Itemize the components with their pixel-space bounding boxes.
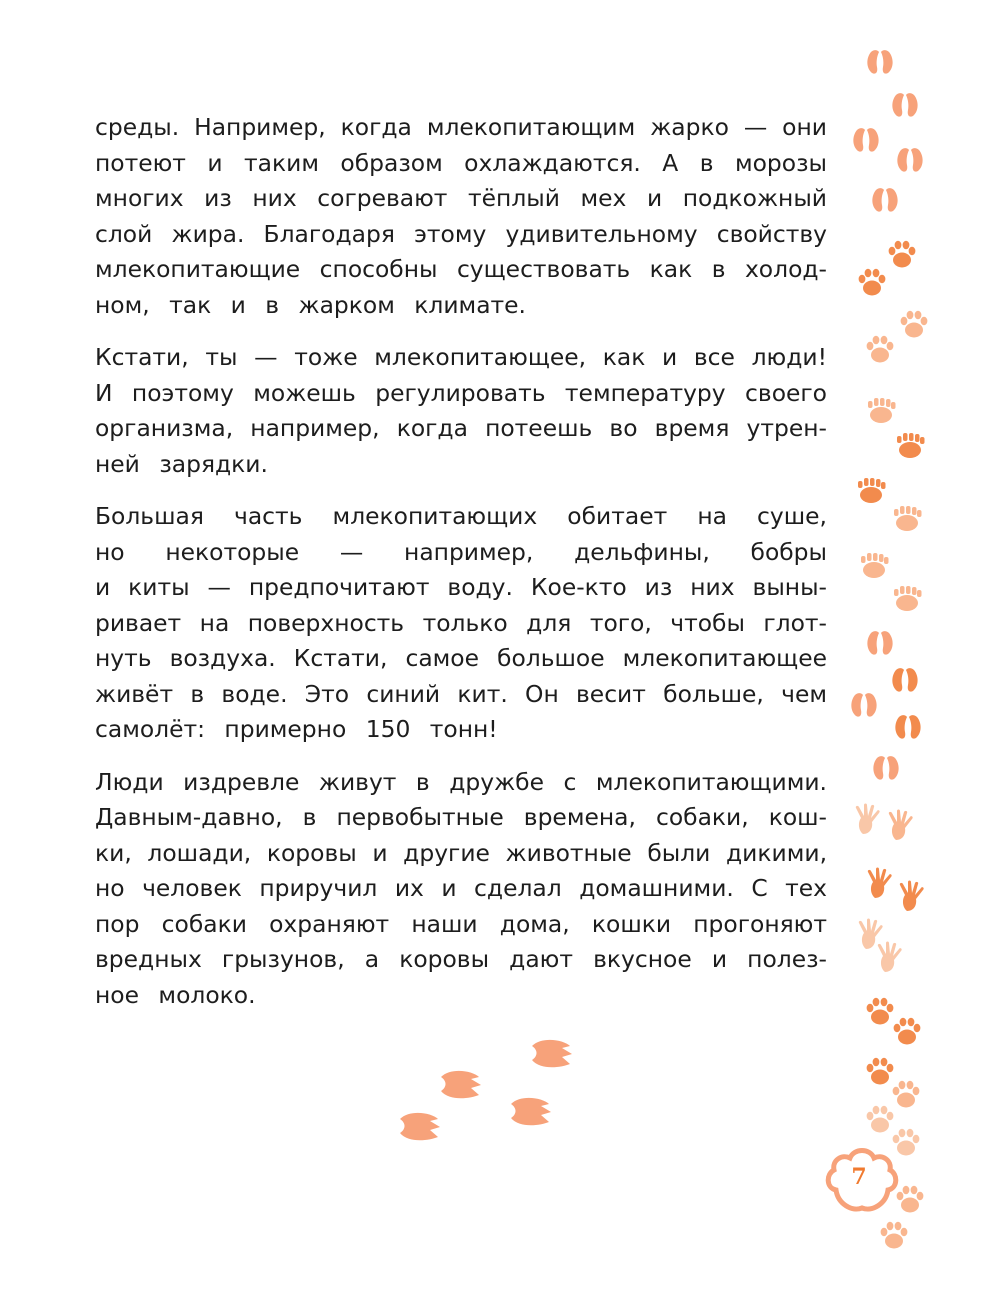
paw-print-icon [901, 311, 928, 338]
paragraph-4 [95, 765, 827, 1014]
text-line: И поэтому можешь регулировать температуру своего [95, 378, 827, 407]
webbed-print-icon [441, 1071, 481, 1098]
hand-print-icon [878, 942, 902, 973]
page-number-badge [822, 1146, 902, 1216]
hoof-print-icon [873, 756, 898, 780]
hand-print-icon [900, 881, 924, 912]
bear-print-icon [897, 433, 925, 458]
text-line: слой жира. Благодаря этому удивительному свойству [95, 219, 827, 248]
hoof-print-icon [892, 93, 917, 117]
hoof-print-icon [867, 631, 892, 655]
hoof-print-icon [851, 693, 876, 717]
paw-print-icon [867, 1058, 894, 1085]
hoof-print-icon [853, 128, 878, 152]
hand-print-icon [859, 919, 883, 950]
hoof-print-icon [897, 148, 922, 172]
webbed-print-icon [532, 1040, 572, 1067]
paragraph-2 [95, 340, 827, 482]
paragraph-1 [95, 110, 827, 323]
text-line: пор собаки охраняют наши дома, кошки прогоняют [95, 909, 827, 938]
paw-print-icon [893, 1081, 920, 1108]
text-line: самолёт: примерно 150 тонн! [95, 715, 498, 743]
bear-print-icon [894, 586, 922, 611]
hand-print-icon [856, 804, 880, 835]
hoof-print-icon [892, 668, 917, 692]
text-line: Люди издревле живут в дружбе с млекопитающими. [95, 767, 827, 796]
bear-print-icon [868, 398, 896, 423]
paw-print-icon [881, 1222, 908, 1249]
text-line: многих из них согревают тёплый мех и подкожный [95, 184, 827, 212]
text-line: живёт в воде. Это синий кит. Он весит больше, чем [95, 679, 827, 708]
text-line: ном, так и в жарком климате. [95, 290, 526, 319]
hand-print-icon [889, 810, 913, 841]
webbed-print-icon [400, 1113, 440, 1140]
text-line: ки, лошади, коровы и другие животные были дикими, [95, 838, 827, 867]
text-line: млекопитающие способны существовать как в холод- [95, 255, 827, 283]
text-line: ривает на поверхность только для того, чтобы глот- [95, 608, 827, 637]
text-line: организма, например, когда потеешь во время утрен- [95, 414, 827, 442]
bear-print-icon [858, 478, 886, 503]
text-line: ней зарядки. [95, 449, 268, 478]
paw-print-icon [859, 269, 886, 296]
bear-print-icon [894, 506, 922, 531]
paragraph-3 [95, 499, 827, 748]
text-line: нуть воздуха. Кстати, самое большое млекопитающее [95, 644, 827, 672]
paw-print-icon [894, 1018, 921, 1045]
text-line: ное молоко. [95, 980, 256, 1009]
text-line: Большая часть млекопитающих обитает на суше, [95, 502, 827, 530]
text-line: Кстати, ты — тоже млекопитающее, как и все люди! [95, 343, 827, 371]
text-line: потеют и таким образом охлаждаются. А в морозы [95, 148, 827, 177]
text-line: но человек приручил их и сделал домашними. С тех [95, 874, 827, 902]
text-line: и киты — предпочитают воду. Кое-кто из них выны- [95, 573, 827, 601]
page-number: 7 [851, 1164, 867, 1190]
hoof-print-icon [867, 50, 892, 74]
hoof-print-icon [872, 188, 897, 212]
body-text [95, 110, 827, 1030]
paw-print-icon [867, 998, 894, 1025]
text-line: вредных грызунов, а коровы дают вкусное и полез- [95, 945, 827, 973]
paw-print-icon [867, 336, 894, 363]
hoof-print-icon [895, 715, 920, 739]
text-line: среды. Например, когда млекопитающим жарко — они [95, 113, 827, 141]
hand-print-icon [868, 868, 892, 899]
paw-print-icon [889, 241, 916, 268]
bear-print-icon [861, 553, 889, 578]
text-line: Давным-давно, в первобытные времена, собаки, кош- [95, 803, 827, 831]
text-line: но некоторые — например, дельфины, бобры [95, 537, 827, 566]
paw-print-icon [867, 1106, 894, 1133]
webbed-print-icon [511, 1098, 551, 1125]
